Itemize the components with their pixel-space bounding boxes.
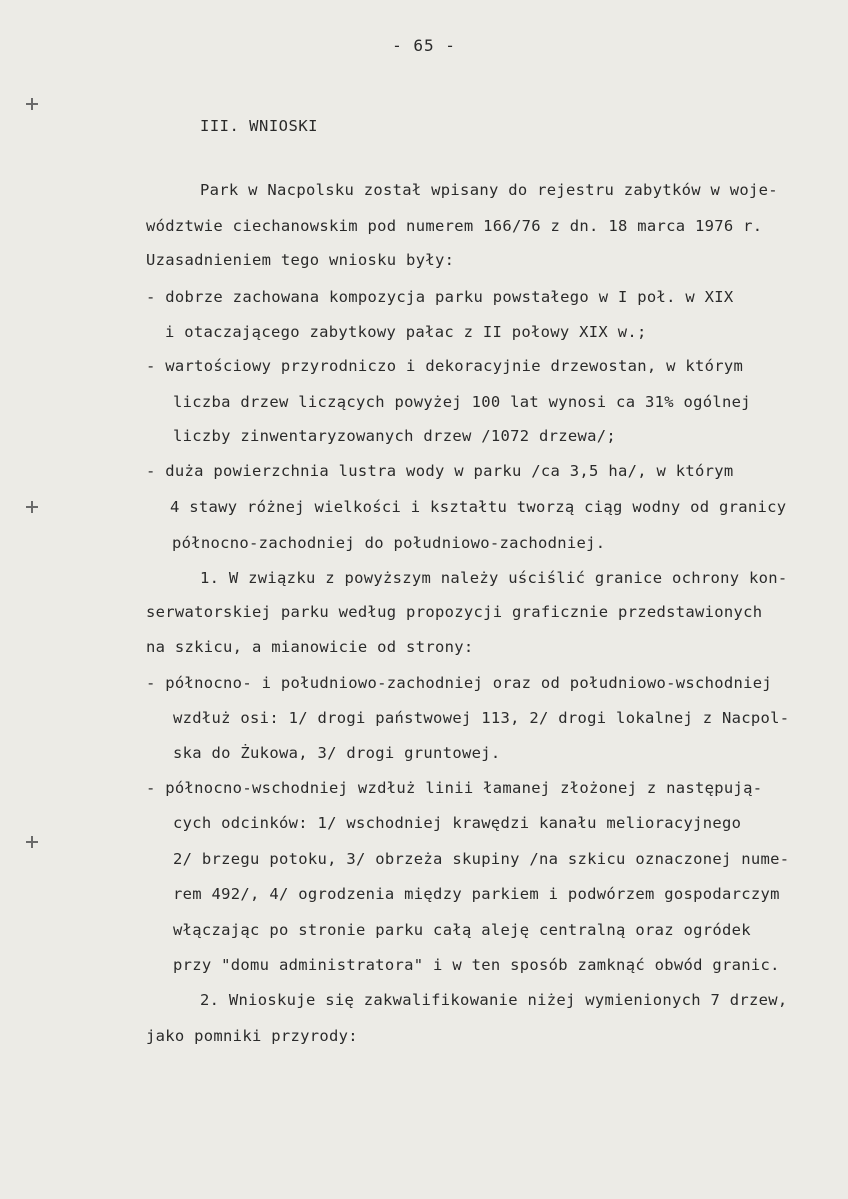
text-line: ska do Żukowa, 3/ drogi gruntowej.: [173, 744, 501, 762]
page-number: - 65 -: [392, 36, 456, 55]
text-line: Park w Nacpolsku został wpisany do rejestru zabytków w woje-: [200, 181, 778, 199]
text-line: rem 492/, 4/ ogrodzenia między parkiem i podwórzem gospodarczym: [173, 885, 780, 903]
text-line: włączając po stronie parku całą aleję centralną oraz ogródek: [173, 921, 751, 939]
text-line: liczby zinwentaryzowanych drzew /1072 drzewa/;: [173, 427, 617, 445]
text-line: 2. Wnioskuje się zakwalifikowanie niżej wymienionych 7 drzew,: [200, 991, 788, 1009]
text-line: i otaczającego zabytkowy pałac z II połowy XIX w.;: [165, 323, 647, 341]
text-line: - duża powierzchnia lustra wody w parku /ca 3,5 ha/, w którym: [146, 462, 734, 480]
text-line: Uzasadnieniem tego wniosku były:: [146, 251, 455, 269]
text-line: 4 stawy różnej wielkości i kształtu tworzą ciąg wodny od granicy: [170, 498, 787, 516]
text-line: liczba drzew liczących powyżej 100 lat wynosi ca 31% ogólnej: [173, 393, 751, 411]
text-line: - dobrze zachowana kompozycja parku powstałego w I poł. w XIX: [146, 288, 734, 306]
text-line: na szkicu, a mianowicie od strony:: [146, 638, 474, 656]
section-heading: III. WNIOSKI: [200, 117, 318, 135]
text-line: 2/ brzegu potoku, 3/ obrzeża skupiny /na szkicu oznaczonej nume-: [173, 850, 790, 868]
punch-mark-icon: [28, 503, 36, 511]
text-line: wództwie ciechanowskim pod numerem 166/76 z dn. 18 marca 1976 r.: [146, 217, 763, 235]
text-line: przy "domu administratora" i w ten sposób zamknąć obwód granic.: [173, 956, 780, 974]
text-line: - wartościowy przyrodniczo i dekoracyjnie drzewostan, w którym: [146, 357, 744, 375]
text-line: jako pomniki przyrody:: [146, 1027, 358, 1045]
text-line: północno-zachodniej do południowo-zachodniej.: [172, 534, 606, 552]
text-line: - północno- i południowo-zachodniej oraz od południowo-wschodniej: [146, 674, 773, 692]
punch-mark-icon: [28, 100, 36, 108]
text-line: 1. W związku z powyższym należy uściślić granice ochrony kon-: [200, 569, 788, 587]
punch-mark-icon: [28, 838, 36, 846]
text-line: wzdłuż osi: 1/ drogi państwowej 113, 2/ drogi lokalnej z Nacpol-: [173, 709, 790, 727]
text-line: cych odcinków: 1/ wschodniej krawędzi kanału melioracyjnego: [173, 814, 742, 832]
text-line: serwatorskiej parku według propozycji graficznie przedstawionych: [146, 603, 763, 621]
text-line: - północno-wschodniej wzdłuż linii łamanej złożonej z następują-: [146, 779, 763, 797]
